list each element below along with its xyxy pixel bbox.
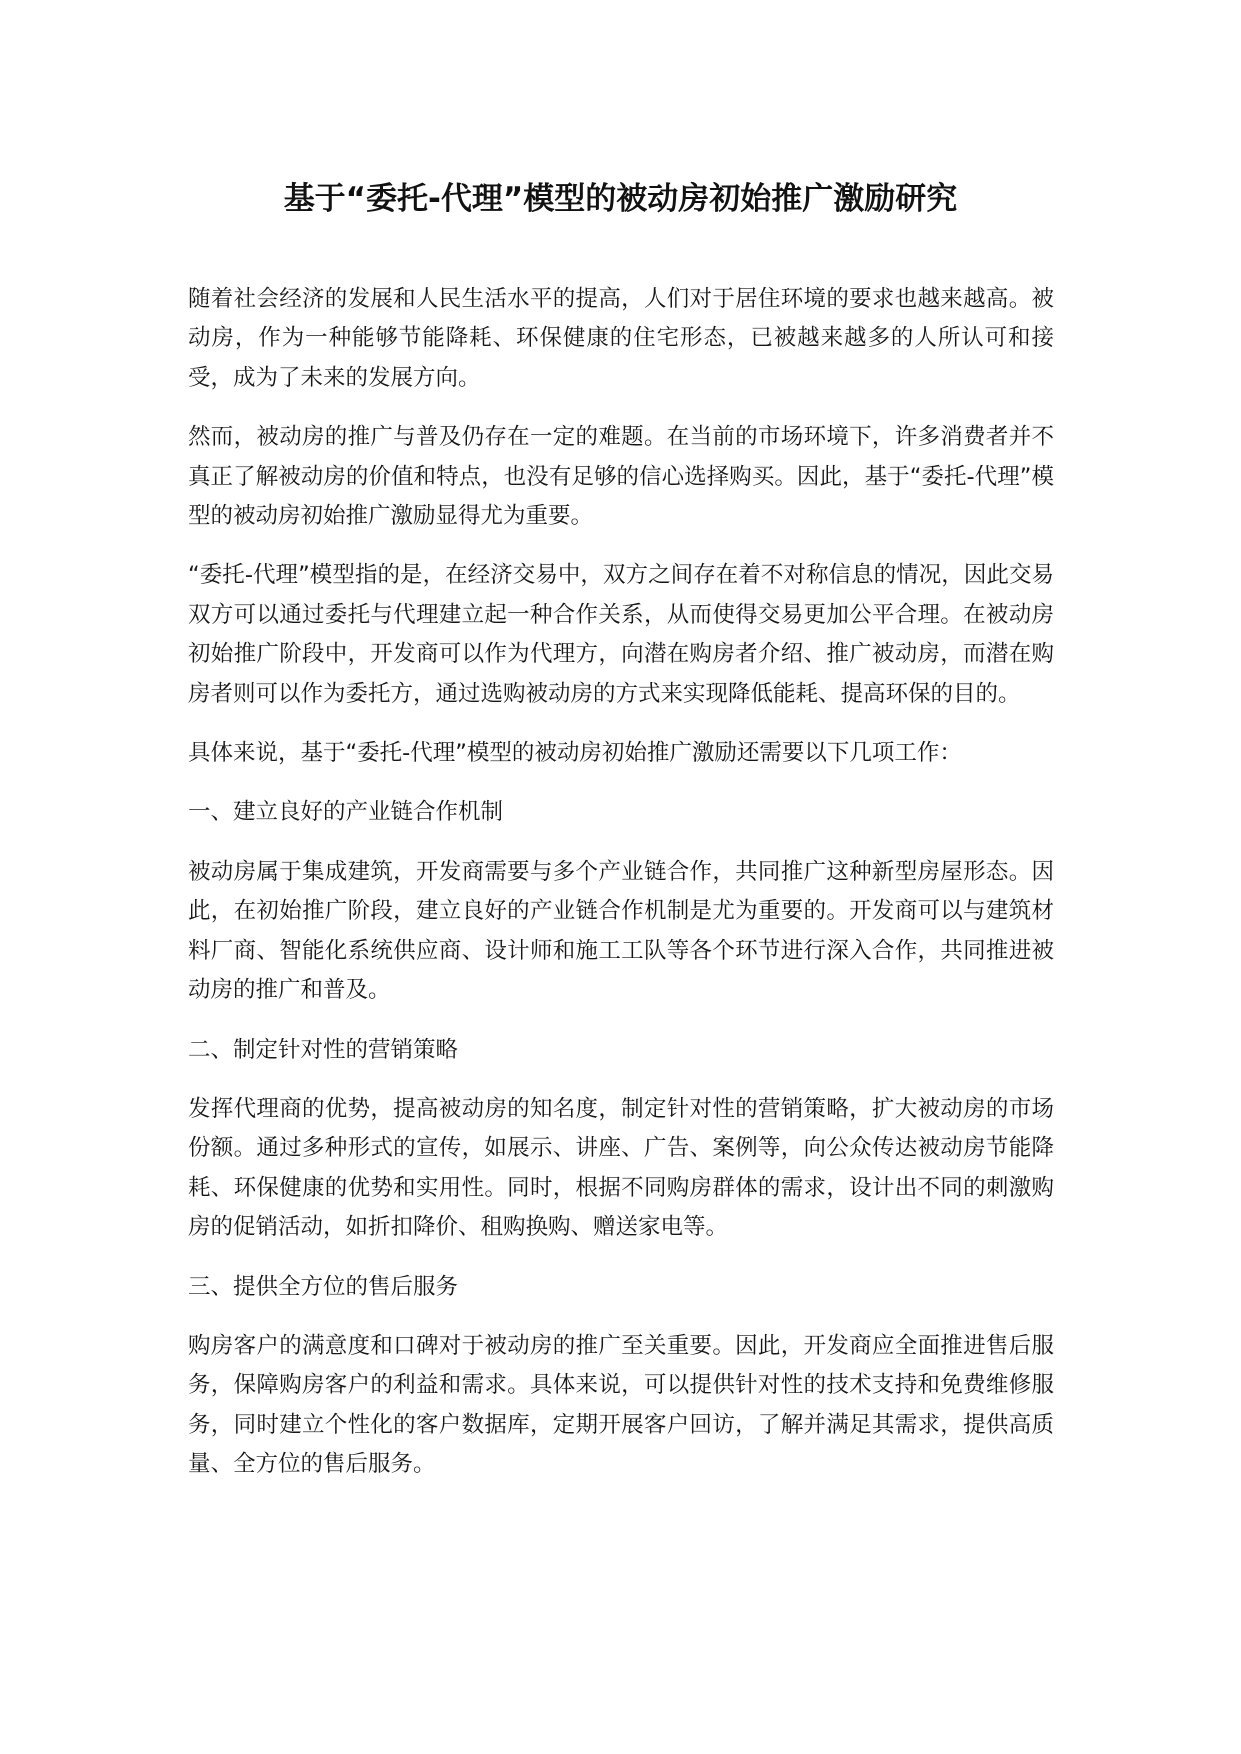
section-heading-after-sales: 三、提供全方位的售后服务 [188, 1273, 459, 1300]
section-heading-cooperation: 一、建立良好的产业链合作机制 [188, 799, 504, 826]
document-body [188, 280, 1054, 1505]
paragraph-after-sales: 购房客户的满意度和口碑对于被动房的推广至关重要。因此，开发商应全面推进售后服务，保障购房客户的利益和需求。具体来说，可以提供针对性的技术支持和免费维修服务，同时建立个性化的客户数据库，定期开展客户回访，了解并满足其需求，提供高质量、全方位的售后服务。 [188, 1332, 1054, 1478]
paragraph-model-definition: “委托-代理”模型指的是，在经济交易中，双方之间存在着不对称信息的情况，因此交易双方可以通过委托与代理建立起一种合作关系，从而使得交易更加公平合理。在被动房初始推广阶段中，开发商可以作为代理方，向潜在购房者介绍、推广被动房，而潜在购房者则可以作为委托方，通过选购被动房的方式来实现降低能耗、提高环保的目的。 [188, 562, 1054, 707]
paragraph-problem: 然而，被动房的推广与普及仍存在一定的难题。在当前的市场环境下，许多消费者并不真正了解被动房的价值和特点，也没有足够的信心选择购买。因此，基于“委托-代理”模型的被动房初始推广激励显得尤为重要。 [188, 424, 1054, 530]
paragraph-marketing: 发挥代理商的优势，提高被动房的知名度，制定针对性的营销策略，扩大被动房的市场份额。通过多种形式的宣传，如展示、讲座、广告、案例等，向公众传达被动房节能降耗、环保健康的优势和实用性。同时，根据不同购房群体的需求，设计出不同的刺激购房的促销活动，如折扣降价、租购换购、赠送家电等。 [188, 1095, 1054, 1241]
document-title: 基于“委托-代理”模型的被动房初始推广激励研究 [283, 181, 958, 217]
paragraph-cooperation: 被动房属于集成建筑，开发商需要与多个产业链合作，共同推广这种新型房屋形态。因此，在初始推广阶段，建立良好的产业链合作机制是尤为重要的。开发商可以与建筑材料厂商、智能化系统供应商、设计师和施工工队等各个环节进行深入合作，共同推进被动房的推广和普及。 [188, 858, 1054, 1004]
paragraph-intro: 随着社会经济的发展和人民生活水平的提高，人们对于居住环境的要求也越来越高。被动房，作为一种能够节能降耗、环保健康的住宅形态，已被越来越多的人所认可和接受，成为了未来的发展方向。 [188, 286, 1054, 391]
paragraph-work-items-intro: 具体来说，基于“委托-代理”模型的被动房初始推广激励还需要以下几项工作： [188, 740, 962, 767]
section-heading-marketing: 二、制定针对性的营销策略 [188, 1036, 459, 1063]
